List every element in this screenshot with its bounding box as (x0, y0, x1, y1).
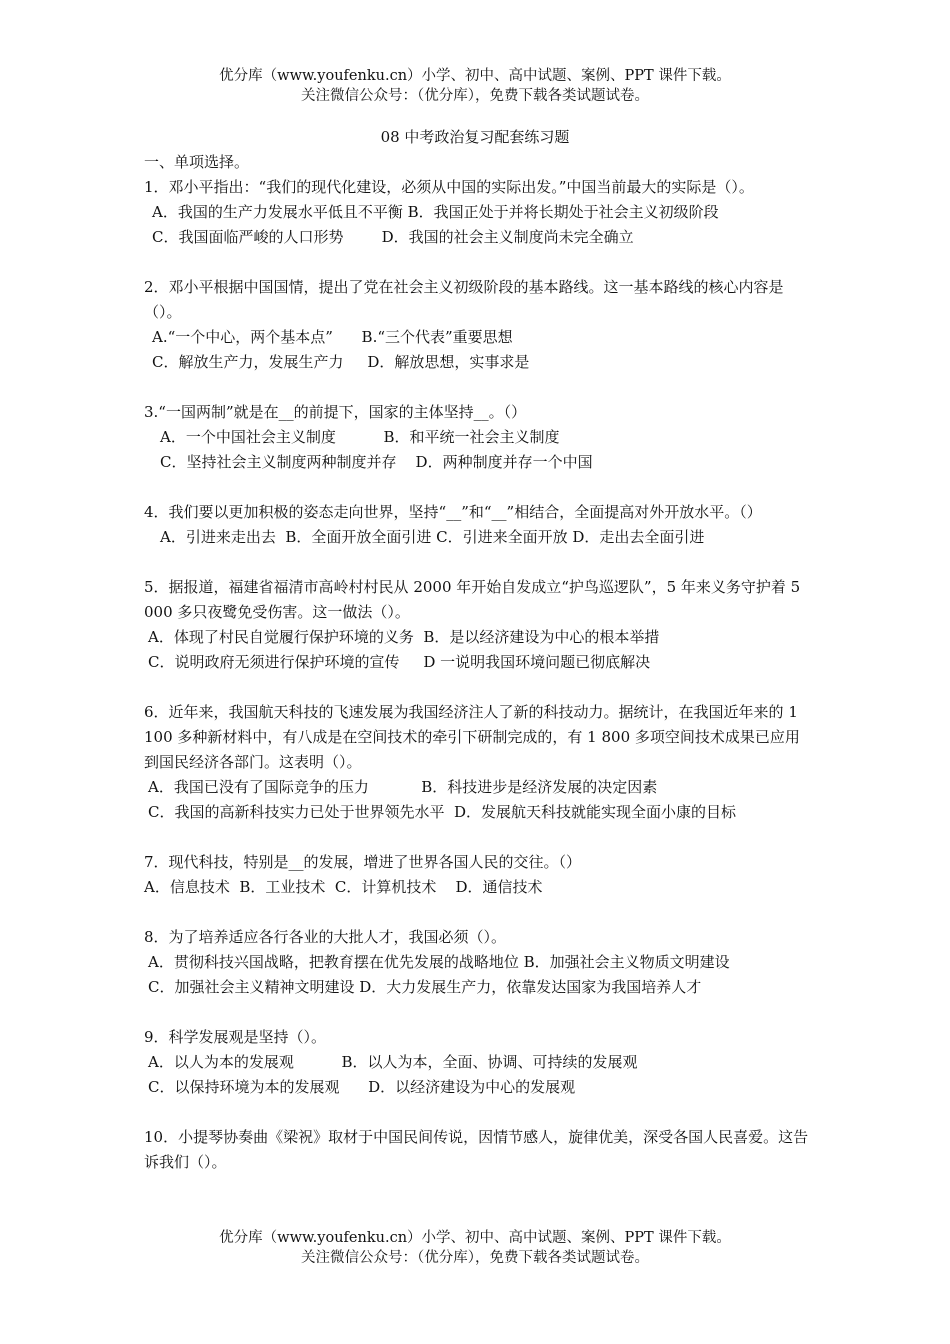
option-line: A．引进来走出去 B．全面开放全面引进 C．引进来全面开放 D．走出去全面引进 (160, 528, 705, 546)
question-2 (144, 275, 812, 375)
header-line-2: 关注微信公众号：（优分库），免费下载各类试题试卷。 (301, 88, 649, 104)
question-8 (144, 925, 812, 1000)
question-stem: 7．现代科技，特别是__的发展，增进了世界各国人民的交往。（） (144, 853, 582, 871)
option-line: A．一个中国社会主义制度 B．和平统一社会主义制度 (160, 428, 560, 446)
header-line-1: 优分库（www.youfenku.cn）小学、初中、高中试题、案例、PPT 课件下载。 (219, 68, 731, 84)
option-line: C．我国面临严峻的人口形势 D．我国的社会主义制度尚未完全确立 (152, 228, 634, 246)
question-stem: 2．邓小平根据中国国情，提出了党在社会主义初级阶段的基本路线。这一基本路线的核心内容是（）。 (144, 278, 784, 321)
option-line: A.“一个中心，两个基本点” B.“三个代表”重要思想 (152, 328, 513, 346)
option-line: A．以人为本的发展观 B．以人为本，全面、协调、可持续的发展观 (148, 1053, 638, 1071)
question-stem: 8．为了培养适应各行各业的大批人才，我国必须（）。 (144, 928, 507, 946)
question-stem: 9．科学发展观是坚持（）。 (144, 1028, 327, 1046)
question-6 (144, 700, 812, 825)
option-line: A．我国的生产力发展水平低且不平衡 B．我国正处于并将长期处于社会主义初级阶段 (152, 203, 719, 221)
option-line: C．说明政府无须进行保护环境的宣传 D 一说明我国环境问题已彻底解决 (148, 653, 651, 671)
question-stem: 1．邓小平指出：“我们的现代化建设，必须从中国的实际出发。”中国当前最大的实际是（）。 (144, 178, 754, 196)
question-3 (144, 400, 812, 475)
question-stem: 6．近年来，我国航天科技的飞速发展为我国经济注人了新的科技动力。据统计，在我国近年来的 1 100 多种新材料中，有八成是在空间技术的牵引下研制完成的，有 1 800 多项空间技术成果已应用到国民经济各部门。这表明（）。 (144, 703, 800, 771)
question-stem: 4．我们要以更加积极的姿态走向世界，坚持“__”和“__”相结合，全面提高对外开放水平。（） (144, 503, 762, 521)
question-9 (144, 1025, 812, 1100)
question-4 (144, 500, 812, 550)
question-stem: 3.“一国两制”就是在__的前提下，国家的主体坚持__。（） (144, 403, 527, 421)
option-line: C．以保持环境为本的发展观 D．以经济建设为中心的发展观 (148, 1078, 576, 1096)
option-line: C．加强社会主义精神文明建设 D．大力发展生产力，依靠发达国家为我国培养人才 (148, 978, 702, 996)
option-line: C．解放生产力，发展生产力 D．解放思想，实事求是 (152, 353, 530, 371)
page-header (0, 66, 950, 106)
question-stem: 10．小提琴协奏曲《梁祝》取材于中国民间传说，因情节感人，旋律优美，深受各国人民喜爱。这告诉我们（）。 (144, 1128, 809, 1171)
option-line: A．贯彻科技兴国战略，把教育摆在优先发展的战略地位 B．加强社会主义物质文明建设 (148, 953, 730, 971)
question-7 (144, 850, 812, 900)
option-line: A．体现了村民自觉履行保护环境的义务 B．是以经济建设为中心的根本举措 (148, 628, 660, 646)
page-footer (0, 1228, 950, 1268)
option-line: C．我国的高新科技实力已处于世界领先水平 D．发展航天科技就能实现全面小康的目标 (148, 803, 737, 821)
option-line: A．信息技术 B．工业技术 C．计算机技术 D．通信技术 (144, 878, 543, 896)
footer-line-2: 关注微信公众号：（优分库），免费下载各类试题试卷。 (301, 1250, 649, 1266)
section-heading: 一、单项选择。 (144, 153, 250, 171)
document-title: 08 中考政治复习配套练习题 (380, 128, 570, 146)
option-line: C．坚持社会主义制度两种制度并存 D．两种制度并存一个中国 (160, 453, 593, 471)
question-5 (144, 575, 812, 675)
question-stem: 5．据报道，福建省福清市高岭村村民从 2000 年开始自发成立“护鸟巡逻队”，5 年来义务守护着 5 000 多只夜鹭免受伤害。这一做法（）。 (144, 578, 801, 621)
question-list (144, 150, 812, 1200)
option-line: A．我国已没有了国际竞争的压力 B．科技进步是经济发展的决定因素 (148, 778, 658, 796)
question-1 (144, 175, 812, 250)
question-10 (144, 1125, 812, 1175)
footer-line-1: 优分库（www.youfenku.cn）小学、初中、高中试题、案例、PPT 课件下载。 (219, 1230, 731, 1246)
